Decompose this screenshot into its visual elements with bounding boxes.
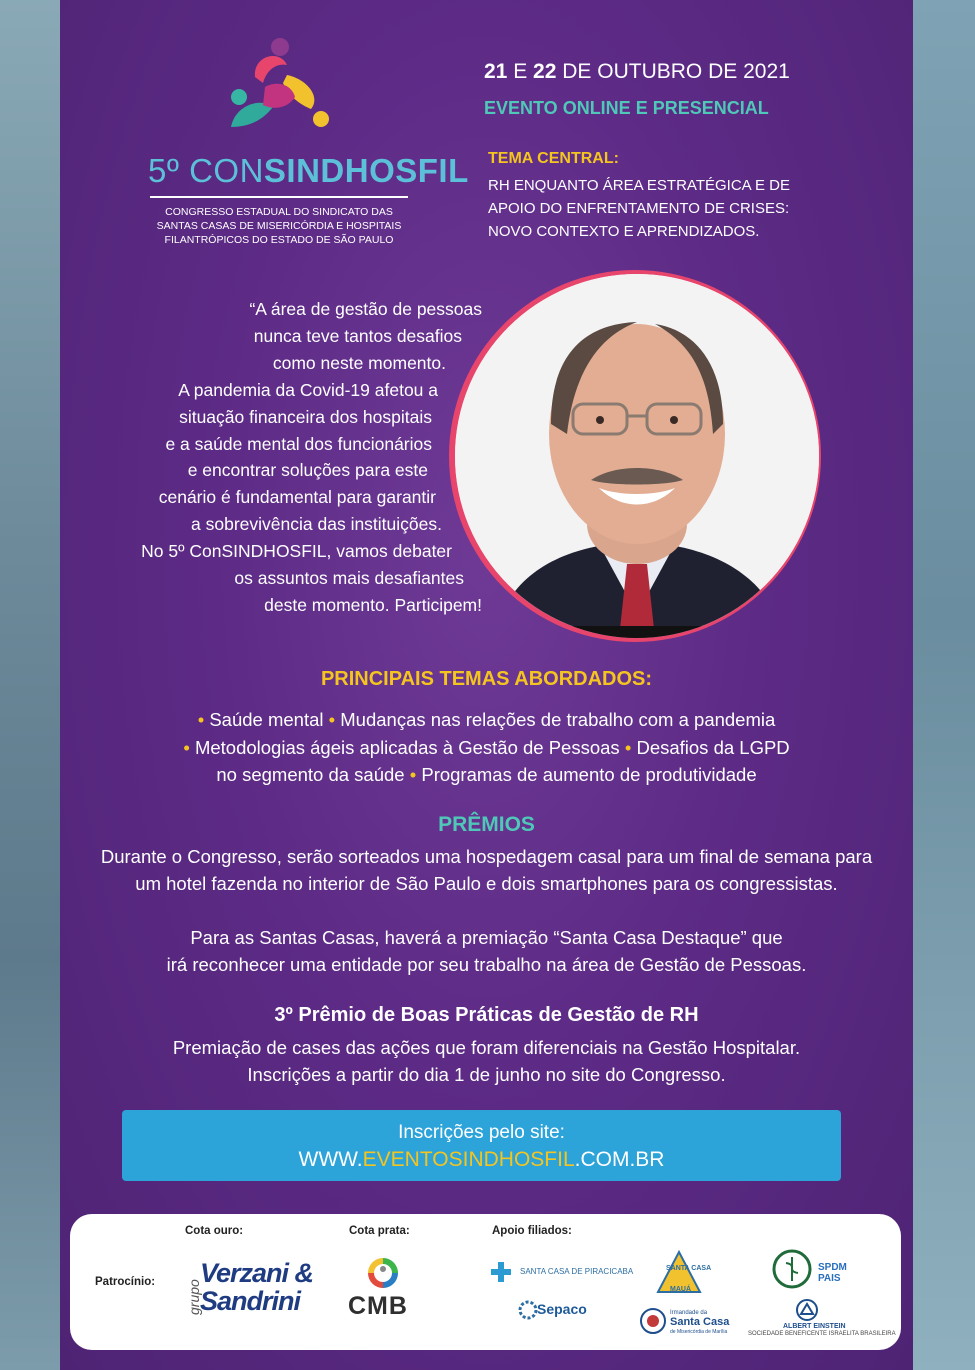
ring-center: [380, 1266, 386, 1272]
award-title: 3º Prêmio de Boas Práticas de Gestão de RH: [274, 1004, 699, 1026]
quote-line: No 5º ConSINDHOSFIL, vamos debater: [141, 541, 452, 562]
quote-line: “A área de gestão de pessoas: [249, 299, 482, 319]
santa-casa-marilia-pre: Irmandade da: [670, 1310, 708, 1316]
affiliates-label: Apoio filiados:: [492, 1225, 572, 1237]
quote-line: cenário é fundamental para garantir: [158, 487, 436, 508]
santa-casa-piracicaba-cross-icon: [489, 1260, 513, 1284]
logo-head-green: [231, 89, 247, 105]
logo-figure-pink: [255, 56, 287, 83]
quote-line: nunca teve tantos desafios: [253, 325, 462, 346]
spdm-pais-text: PAIS: [818, 1273, 841, 1284]
speaker-quote: [110, 296, 482, 619]
theme-item: Programas de aumento de produtividade: [421, 764, 757, 785]
gear-body: [520, 1302, 536, 1318]
signup-label: Inscrições pelo site:: [398, 1122, 565, 1143]
cmb-ring-icon: [366, 1256, 400, 1290]
einstein-society: SOCIEDADE BENEFICENTE ISRAELITA BRASILEIRA: [748, 1331, 896, 1337]
portrait-eye-left: [596, 416, 604, 424]
congress-subtitle: [148, 205, 410, 247]
quote-line: A pandemia da Covid-19 afetou a: [178, 379, 438, 400]
subtitle-line: SANTAS CASAS DE MISERICÓRDIA E HOSPITAIS: [156, 220, 402, 232]
theme-line: RH ENQUANTO ÁREA ESTRATÉGICA E DE: [488, 177, 791, 194]
bullet-icon: •: [409, 764, 417, 785]
right-background-strip: [913, 0, 975, 1370]
date-day-1: 21: [484, 60, 508, 83]
theme-line: NOVO CONTEXTO E APRENDIZADOS.: [488, 223, 760, 240]
speaker-photo: [455, 274, 819, 638]
verzani-logo-line-2: Sandrini: [200, 1286, 301, 1316]
bullet-icon: •: [183, 736, 190, 758]
symbol-mark: [801, 1304, 813, 1314]
subtitle-line: CONGRESSO ESTADUAL DO SINDICATO DAS: [165, 206, 393, 218]
brand-prefix: 5º CON: [148, 152, 264, 189]
logo-head-yellow: [313, 111, 329, 127]
themes-title: PRINCIPAIS TEMAS ABORDADOS:: [320, 668, 653, 690]
congress-brand: [148, 152, 469, 190]
central-theme-text: [488, 174, 790, 243]
cmb-logo-text: CMB: [348, 1292, 408, 1320]
santa-casa-maua-text: [666, 1265, 711, 1272]
prizes-paragraph-raffle: [60, 843, 913, 897]
speaker-portrait-image: [455, 274, 819, 638]
award-paragraph: [60, 1034, 913, 1088]
maua-word-2: CASA: [691, 1265, 712, 1272]
seal-inner: [647, 1315, 659, 1327]
brand-name: SINDHOSFIL: [263, 152, 469, 189]
sepaco-gear-icon: [518, 1300, 538, 1320]
themes-line: [60, 734, 913, 762]
verzani-logo-line-1: Verzani &: [200, 1258, 314, 1288]
logo-head-purple: [271, 38, 289, 56]
silver-quota-label: Cota prata:: [349, 1225, 410, 1237]
spdm-text: SPDM: [818, 1262, 847, 1273]
sponsorship-label: Patrocínio:: [95, 1276, 156, 1288]
portrait-eye-right: [670, 416, 678, 424]
santa-casa-maua-city: MAUÁ: [670, 1286, 691, 1293]
bullet-icon: •: [328, 709, 336, 730]
event-mode: EVENTO ONLINE E PRESENCIAL: [484, 98, 769, 118]
theme-item: Desafios da LGPD: [636, 736, 790, 758]
ring-arc-red: [368, 1273, 383, 1288]
verzani-group-word: grupo: [186, 1279, 202, 1315]
theme-item: no segmento da saúde: [216, 764, 405, 785]
quote-line: e encontrar soluções para este: [187, 460, 428, 481]
theme-line: APOIO DO ENFRENTAMENTO DE CRISES:: [488, 200, 790, 217]
url-domain: EVENTOSINDHOSFIL: [362, 1148, 575, 1171]
quote-line: deste momento. Participem!: [264, 594, 482, 615]
event-date: [484, 60, 790, 84]
date-day-2: 22: [533, 60, 557, 83]
theme-item: Mudanças nas relações de trabalho com a pandemia: [340, 709, 776, 730]
santa-casa-marilia-name: Santa Casa: [670, 1316, 730, 1328]
einstein-symbol-icon: [795, 1298, 819, 1322]
spdm-seal-icon: [772, 1249, 812, 1289]
quote-line: e a saúde mental dos funcionários: [165, 433, 432, 454]
santa-casa-piracicaba-text: SANTA CASA DE PIRACICABA: [520, 1267, 634, 1276]
bullet-icon: •: [197, 709, 205, 730]
maua-word-1: SANTA: [666, 1265, 690, 1272]
paragraph-line: irá reconhecer uma entidade por seu trabalho na área de Gestão de Pessoas.: [166, 954, 807, 975]
paragraph-line: Para as Santas Casas, haverá a premiação “Santa Casa Destaque” que: [190, 927, 783, 948]
left-background-strip: [0, 0, 60, 1370]
url-prefix: WWW.: [298, 1148, 363, 1171]
quote-line: situação financeira dos hospitais: [179, 406, 432, 427]
einstein-name: ALBERT EINSTEIN: [783, 1323, 846, 1330]
signup-site-button[interactable]: [122, 1110, 841, 1181]
gold-quota-label: Cota ouro:: [185, 1225, 244, 1237]
paragraph-line: um hotel fazenda no interior de São Paulo e dois smartphones para os congressistas.: [135, 873, 838, 894]
themes-list: [60, 706, 913, 789]
prizes-title: PRÊMIOS: [438, 813, 535, 836]
theme-item: Metodologias ágeis aplicadas à Gestão de Pessoas: [194, 736, 620, 758]
paragraph-line: Premiação de cases das ações que foram diferenciais na Gestão Hospitalar.: [172, 1037, 801, 1058]
quote-line: os assuntos mais desafiantes: [234, 568, 464, 589]
themes-line: [60, 706, 913, 734]
paragraph-line: Inscrições a partir do dia 1 de junho no site do Congresso.: [247, 1064, 726, 1085]
brand-divider: [150, 196, 408, 198]
quote-line: a sobrevivência das instituições.: [191, 514, 442, 535]
date-connector: E: [507, 60, 534, 83]
theme-item: Saúde mental: [209, 709, 324, 730]
quote-line: como neste momento.: [272, 352, 446, 373]
signup-url[interactable]: [122, 1148, 841, 1172]
url-suffix: .COM.BR: [574, 1148, 665, 1171]
themes-line: [60, 761, 913, 789]
cross-shape: [491, 1262, 511, 1282]
paragraph-line: Durante o Congresso, serão sorteados uma hospedagem casal para um final de semana para: [100, 846, 873, 867]
bullet-icon: •: [624, 736, 632, 758]
santa-casa-marilia-seal-icon: [640, 1308, 666, 1334]
date-month-year: DE OUTUBRO DE 2021: [556, 60, 790, 83]
ring-arc-blue: [383, 1273, 398, 1288]
santa-casa-marilia-sub: de Misericórdia de Marília: [670, 1329, 728, 1335]
subtitle-line: FILANTRÓPICOS DO ESTADO DE SÃO PAULO: [164, 234, 394, 246]
prizes-paragraph-santa-casa: [60, 924, 913, 978]
sepaco-text: Sepaco: [537, 1301, 587, 1317]
event-logo-icon: [225, 35, 335, 140]
central-theme-label: TEMA CENTRAL:: [488, 150, 619, 167]
